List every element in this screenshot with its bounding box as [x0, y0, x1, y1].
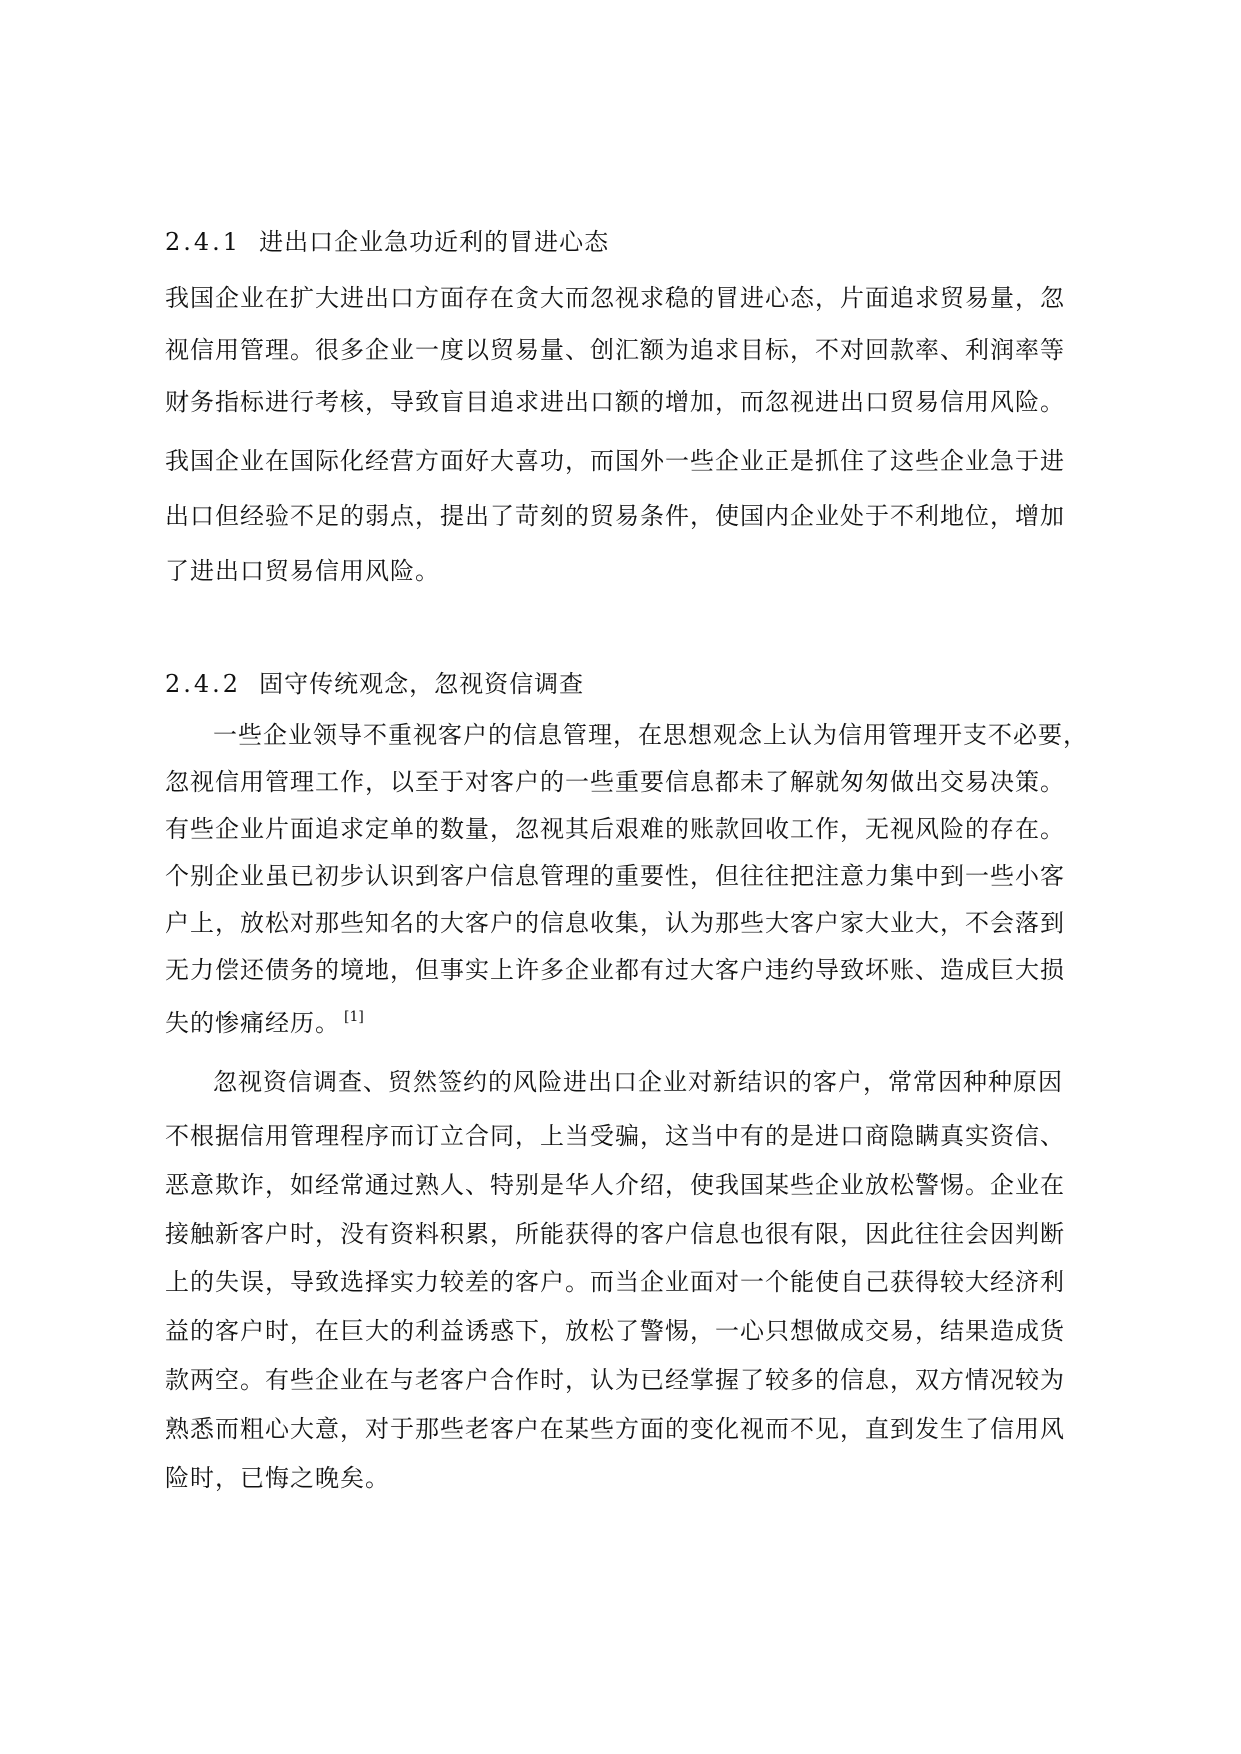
paragraph-line: 接触新客户时，没有资料积累，所能获得的客户信息也很有限，因此往往会因判断 [165, 1220, 1065, 1248]
footnote-reference: [1] [344, 1009, 364, 1025]
paragraph-line: 了进出口贸易信用风险。 [165, 557, 440, 585]
paragraph-line-text: 失的惨痛经历。 [165, 1009, 340, 1037]
section-heading-2-4-1 [165, 226, 1085, 258]
paragraph-line: 我国企业在国际化经营方面好大喜功，而国外一些企业正是抓住了这些企业急于进 [165, 447, 1065, 475]
paragraph-line: 无力偿还债务的境地，但事实上许多企业都有过大客户违约导致坏账、造成巨大损 [165, 956, 1065, 984]
paragraph-line: 不根据信用管理程序而订立合同，上当受骗，这当中有的是进口商隐瞒真实资信、 [165, 1122, 1065, 1150]
paragraph-line: 益的客户时，在巨大的利益诱惑下，放松了警惕，一心只想做成交易，结果造成货 [165, 1317, 1065, 1345]
paragraph-line: 财务指标进行考核，导致盲目追求进出口额的增加，而忽视进出口贸易信用风险。 [165, 388, 1065, 416]
paragraph-line: 出口但经验不足的弱点，提出了苛刻的贸易条件，使国内企业处于不利地位，增加 [165, 502, 1065, 530]
paragraph-line: 款两空。有些企业在与老客户合作时，认为已经掌握了较多的信息，双方情况较为 [165, 1366, 1065, 1394]
section-number: 2.4.2 [165, 670, 242, 698]
section-title: 固守传统观念，忽视资信调查 [259, 670, 585, 698]
paragraph-line: 恶意欺诈，如经常通过熟人、特别是华人介绍，使我国某些企业放松警惕。企业在 [165, 1171, 1065, 1199]
paragraph-line: 一些企业领导不重视客户的信息管理，在思想观念上认为信用管理开支不必要， [213, 721, 1088, 749]
paragraph-line: 有些企业片面追求定单的数量，忽视其后艰难的账款回收工作，无视风险的存在。 [165, 815, 1065, 843]
section-title: 进出口企业急功近利的冒进心态 [259, 228, 610, 256]
paragraph-line-with-footnote [165, 1001, 1085, 1039]
paragraph-line: 我国企业在扩大进出口方面存在贪大而忽视求稳的冒进心态，片面追求贸易量，忽 [165, 284, 1065, 312]
paragraph-line: 户上，放松对那些知名的大客户的信息收集，认为那些大客户家大业大，不会落到 [165, 909, 1065, 937]
paragraph-line: 忽视信用管理工作，以至于对客户的一些重要信息都未了解就匆匆做出交易决策。 [165, 768, 1065, 796]
paragraph-line: 忽视资信调查、贸然签约的风险进出口企业对新结识的客户，常常因种种原因 [213, 1068, 1063, 1096]
paragraph-line: 个别企业虽已初步认识到客户信息管理的重要性，但往往把注意力集中到一些小客 [165, 862, 1065, 890]
section-heading-2-4-2 [165, 668, 1085, 700]
paragraph-line: 上的失误，导致选择实力较差的客户。而当企业面对一个能使自己获得较大经济利 [165, 1268, 1065, 1296]
section-number: 2.4.1 [165, 228, 242, 256]
paragraph-line: 熟悉而粗心大意，对于那些老客户在某些方面的变化视而不见，直到发生了信用风 [165, 1415, 1065, 1443]
paragraph-line: 险时，已悔之晚矣。 [165, 1464, 390, 1492]
paragraph-line: 视信用管理。很多企业一度以贸易量、创汇额为追求目标，不对回款率、利润率等 [165, 336, 1065, 364]
